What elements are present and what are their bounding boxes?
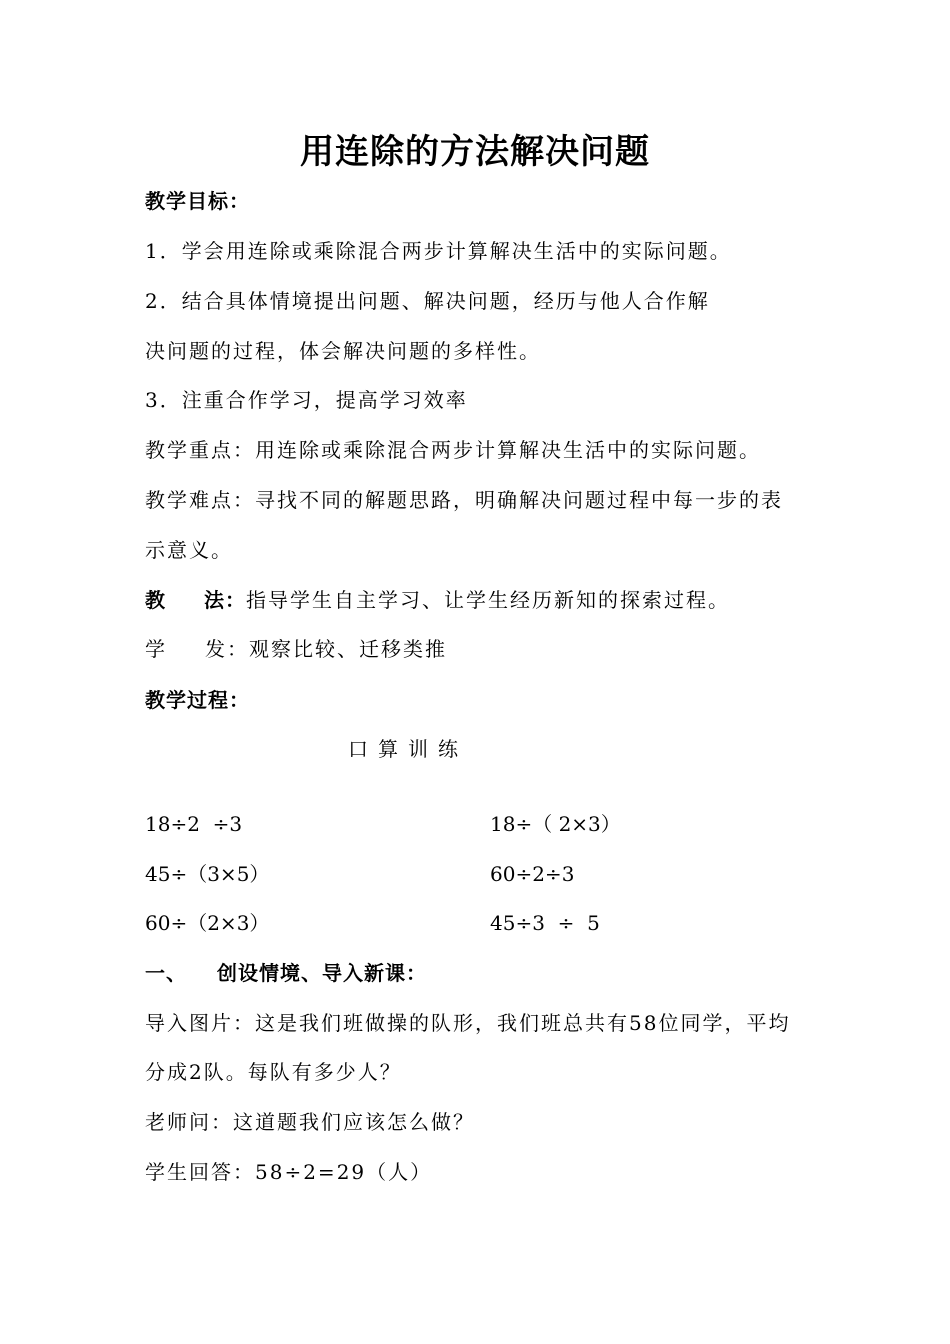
section-one-number: 一、 bbox=[145, 961, 187, 985]
key-point: 教学重点：用连除或乘除混合两步计算解决生活中的实际问题。 bbox=[145, 438, 761, 462]
mental-math-right-3: 45÷3 ÷ 5 bbox=[490, 911, 600, 935]
mental-math-right-1: 18÷（ 2×3） bbox=[490, 812, 621, 836]
learning-method-label-b: 发： bbox=[205, 637, 249, 661]
objective-item-2: 2．结合具体情境提出问题、解决问题，经历与他人合作解 bbox=[145, 289, 710, 313]
teaching-method-label-a: 教 bbox=[145, 588, 166, 612]
mental-math-left-1: 18÷2 ÷3 bbox=[145, 812, 243, 836]
teaching-method bbox=[145, 586, 730, 614]
intro-line-1: 导入图片：这是我们班做操的队形，我们班总共有58位同学，平均 bbox=[145, 1011, 791, 1035]
section-one-heading bbox=[145, 959, 427, 987]
intro-line-2: 分成2队。每队有多少人？ bbox=[145, 1060, 402, 1084]
intro-line-4: 学生回答：58÷2=29（人） bbox=[145, 1160, 433, 1184]
objective-item-2-continued: 决问题的过程，体会解决问题的多样性。 bbox=[145, 339, 541, 363]
mental-math-right-2: 60÷2÷3 bbox=[490, 862, 575, 886]
page-title: 用连除的方法解决问题 bbox=[300, 132, 650, 172]
teaching-method-label-b: 法： bbox=[204, 588, 246, 612]
mental-math-label: 口算训练 bbox=[348, 737, 468, 761]
teaching-method-text: 指导学生自主学习、让学生经历新知的探索过程。 bbox=[246, 588, 730, 612]
learning-method-text: 观察比较、迁移类推 bbox=[249, 637, 447, 661]
mental-math-left-2: 45÷（3×5） bbox=[145, 862, 270, 886]
mental-math-left-3: 60÷（2×3） bbox=[145, 911, 270, 935]
section-one-title: 创设情境、导入新课： bbox=[217, 961, 427, 985]
objectives-heading: 教学目标： bbox=[145, 189, 250, 213]
process-heading: 教学过程： bbox=[145, 688, 250, 712]
difficulty-line-2: 示意义。 bbox=[145, 538, 233, 562]
learning-method bbox=[145, 635, 447, 663]
intro-line-3: 老师问：这道题我们应该怎么做？ bbox=[145, 1110, 475, 1134]
objective-item-1: 1．学会用连除或乘除混合两步计算解决生活中的实际问题。 bbox=[145, 239, 732, 263]
difficulty-line-1: 教学难点：寻找不同的解题思路，明确解决问题过程中每一步的表 bbox=[145, 488, 783, 512]
objective-item-3: 3．注重合作学习，提高学习效率 bbox=[145, 388, 468, 412]
learning-method-label-a: 学 bbox=[145, 637, 167, 661]
